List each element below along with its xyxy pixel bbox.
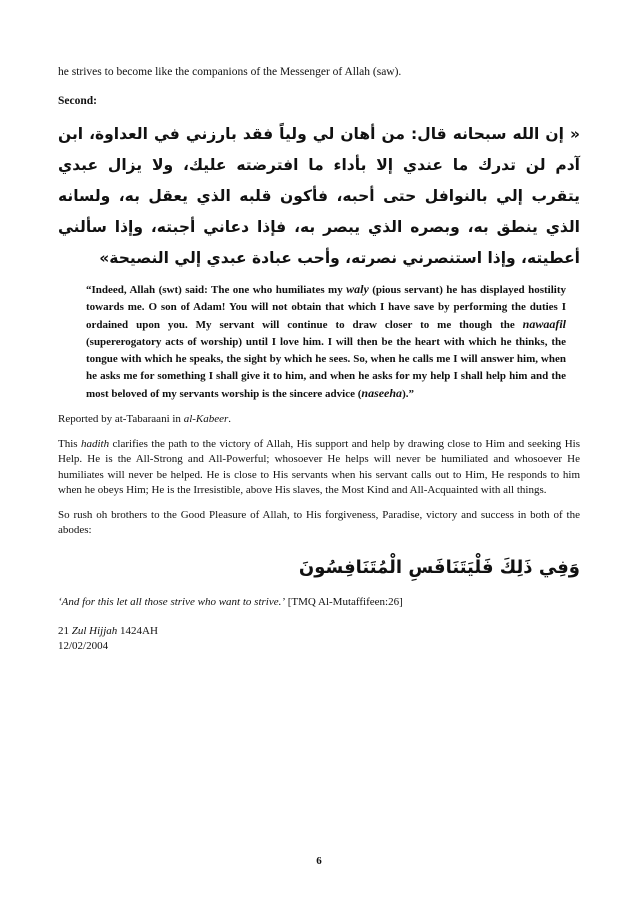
hijri-year: 1424AH: [117, 624, 158, 637]
explanation-text: clarifies the path to the victory of Allah, His support and help by drawing close to Him and seeking His Help. He is the All-Strong and All-Powerful; whosoever He helps will never be humiliated and whosoever He humiliates will never be helped. He is close to His servants when his servant calls out to Him, He responds to him when he obeys Him; He is the Irresistible, above His slaves, the Most Kind and All-Acquainted with all things.: [58, 437, 580, 496]
hadith-translation: [72, 281, 566, 403]
page-number: 6: [316, 855, 322, 867]
hijri-month: Zul Hijjah: [71, 624, 118, 637]
reported-suffix: .: [228, 413, 232, 425]
quote-part-3: (supererogatory acts of worship) until I love him. I will then be the heart with which he thinks, the tongue with which he speaks, the sight by which he sees. So, when he calls me I will answer him, when he asks me for something I shall give it to him, and when he asks for my help I shall help him and the most beloved of my servants worship is the sincere advice (: [86, 336, 566, 400]
quote-part-4: ).”: [402, 388, 414, 400]
reported-source: al-Kabeer: [183, 413, 229, 425]
page-content: [58, 64, 580, 654]
gregorian-date: 12/02/2004: [58, 639, 109, 652]
quote-term-nawaafil: nawaafil: [522, 317, 566, 331]
intro-line: he strives to become like the companions of the Messenger of Allah (saw).: [58, 66, 402, 78]
date-block: [58, 624, 580, 654]
quote-part-2: (pious servant) he has displayed hostility towards me. O son of Adam! You will not obtain that which I have save by performing the duties I ordained upon you. My servant will continue to draw closer to me though the: [86, 284, 566, 331]
quran-ayah: وَفِي ذَلِكَ فَلْيَتَنَافَسِ الْمُتَنَافِسُونَ: [298, 556, 580, 578]
hijri-date: [58, 624, 580, 639]
section-heading: Second:: [58, 95, 97, 107]
arabic-hadith: « إن الله سبحانه قال: من أهان لي ولياً فقد بارزني في العداوة، ابن آدم لن تدرك ما عندي إلا بأداء ما افترضته عليك، ولا يزال عبدي يتقرب إلي بالنوافل حتى أحبه، فأكون قلبه الذي يعقل به، ولسانه الذي ينطق به، وبصره الذي يبصر به، فإذا دعاني أجبته، وإذا سألني أعطيته، وإذا استنصرني نصرته، وأحب عبادة عبدي إلي النصيحة»: [58, 125, 580, 267]
reported-by: [58, 412, 580, 428]
hijri-day: 21: [58, 624, 72, 637]
ayah-translation: [58, 595, 580, 610]
explanation-term: hadith: [80, 437, 110, 450]
explanation-prefix: This: [58, 437, 81, 450]
ayah-translation-text: ‘And for this let all those strive who want to strive.’: [58, 595, 286, 608]
reported-prefix: Reported by at-Tabaraani in: [58, 413, 184, 425]
quote-part-1: “Indeed, Allah (swt) said: The one who humiliates my: [86, 284, 347, 296]
quote-term-naseeha: naseeha: [361, 386, 403, 400]
exhortation-paragraph: So rush oh brothers to the Good Pleasure of Allah, to His forgiveness, Paradise, victory and success in both of the abodes:: [58, 508, 580, 536]
quote-term-waly: waly: [346, 282, 369, 296]
explanation-paragraph: [58, 437, 580, 499]
ayah-reference: [TMQ Al-Mutaffifeen:26]: [285, 595, 403, 608]
